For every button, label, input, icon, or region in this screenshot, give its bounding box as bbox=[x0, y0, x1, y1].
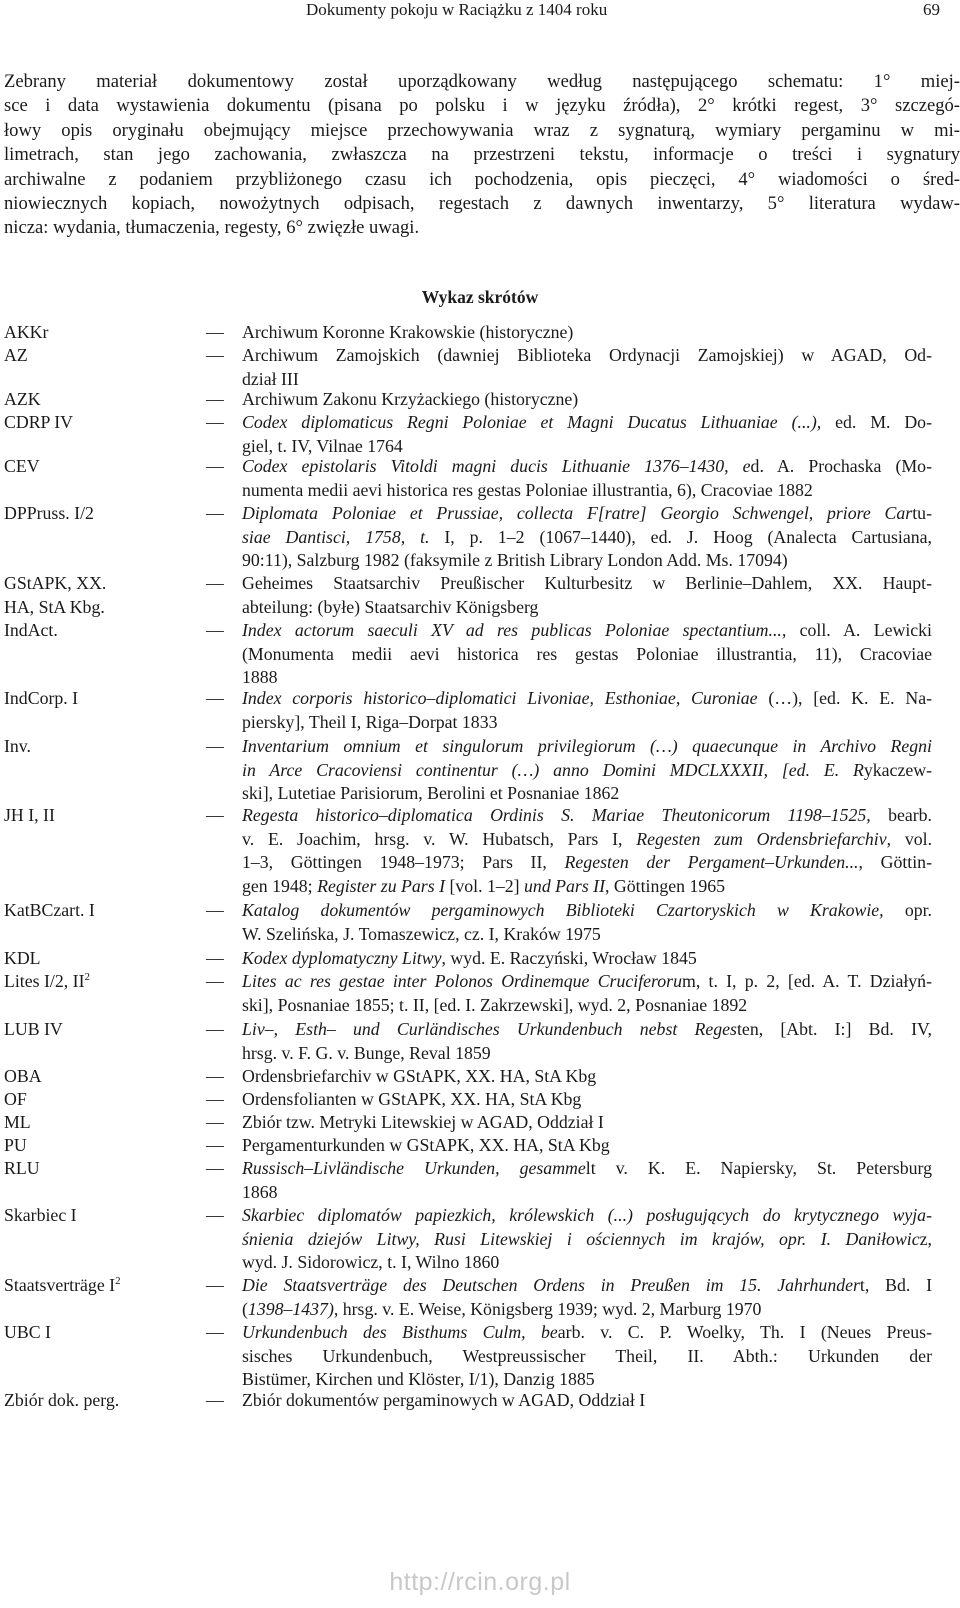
em-dash-separator: — bbox=[206, 688, 224, 708]
abbreviation-key-text: AZ bbox=[4, 345, 28, 365]
em-dash-separator: — bbox=[206, 1089, 224, 1109]
em-dash-separator: — bbox=[206, 1275, 224, 1295]
em-dash-separator: — bbox=[206, 573, 224, 593]
expansion-line: 1–3, Göttingen 1948–1973; Pars II, Regesten der Pergament–Urkunden..., Göttin- bbox=[242, 852, 932, 873]
expansion-line: 90:11), Salzburg 1982 (faksymile z British Library London Add. Ms. 17094) bbox=[242, 550, 788, 571]
intro-paragraph bbox=[4, 70, 960, 241]
expansion-line: Ordensfolianten w GStAPK, XX. HA, StA Kbg bbox=[242, 1089, 582, 1109]
expansion-line: abteilung: (byłe) Staatsarchiv Königsberg bbox=[242, 596, 539, 617]
abbreviation-key bbox=[4, 1389, 119, 1413]
em-dash-separator: — bbox=[206, 1205, 224, 1225]
em-dash-separator: — bbox=[206, 1390, 224, 1410]
section-heading: Wykaz skrótów bbox=[421, 287, 539, 307]
expansion-line: Index corporis historico–diplomatici Livoniae, Esthoniae, Curoniae (…), [ed. K. E. Na- bbox=[242, 688, 933, 708]
em-dash-separator: — bbox=[206, 412, 224, 432]
abbreviation-expansion bbox=[242, 1088, 932, 1112]
em-dash-separator: — bbox=[206, 1322, 224, 1342]
abbreviation-expansion bbox=[242, 1204, 932, 1275]
expansion-line: Codex epistolaris Vitoldi magni ducis Lithuanie 1376–1430, ed. A. Prochaska (Mo- bbox=[242, 456, 932, 476]
em-dash-separator: — bbox=[206, 503, 224, 523]
em-dash-separator: — bbox=[206, 389, 224, 409]
expansion-line: Lites ac res gestae inter Polonos Ordinemque Cruciferorum, t. I, p. 2, [ed. A. T. Działyń- bbox=[242, 971, 932, 991]
abbreviation-expansion bbox=[242, 947, 932, 971]
expansion-line: Archiwum Zakonu Krzyżackiego (historyczne) bbox=[242, 389, 579, 409]
abbreviation-key-text: Skarbiec I bbox=[4, 1205, 77, 1225]
em-dash-separator: — bbox=[206, 456, 224, 476]
abbreviation-key bbox=[4, 411, 73, 435]
abbreviation-expansion bbox=[242, 1134, 932, 1158]
expansion-line: dział III bbox=[242, 368, 299, 389]
abbreviation-key-text: OF bbox=[4, 1089, 27, 1109]
expansion-line: ski], Posnaniae 1855; t. II, [ed. I. Zakrzewski], wyd. 2, Posnaniae 1892 bbox=[242, 994, 748, 1015]
abbreviation-key-text: GStAPK, XX. bbox=[4, 573, 107, 593]
em-dash-separator: — bbox=[206, 620, 224, 640]
expansion-line: Urkundenbuch des Bisthums Culm, bearb. v. C. P. Woelky, Th. I (Neues Preus- bbox=[242, 1322, 932, 1342]
em-dash-separator: — bbox=[206, 1158, 224, 1178]
abbreviation-expansion bbox=[242, 344, 932, 391]
em-dash-separator: — bbox=[206, 948, 224, 968]
expansion-line: Russisch–Livländische Urkunden, gesammelt v. K. E. Napiersky, St. Petersburg bbox=[242, 1158, 932, 1178]
expansion-line: (1398–1437), hrsg. v. E. Weise, Königsberg 1939; wyd. 2, Marburg 1970 bbox=[242, 1298, 762, 1319]
intro-line: łowy opis oryginału obejmujący miejsce przechowywania wraz z sygnaturą, wymiary pergaminu w mi- bbox=[4, 119, 960, 141]
abbreviation-key-text: Staatsverträge I bbox=[4, 1275, 116, 1295]
abbreviation-expansion bbox=[242, 619, 932, 690]
expansion-line: wyd. J. Sidorowicz, t. I, Wilno 1860 bbox=[242, 1252, 500, 1273]
expansion-line: W. Szelińska, J. Tomaszewicz, cz. I, Kraków 1975 bbox=[242, 923, 601, 944]
abbreviation-expansion bbox=[242, 1157, 932, 1204]
abbreviation-key-text: HA, StA Kbg. bbox=[4, 596, 105, 617]
expansion-line: piersky], Theil I, Riga–Dorpat 1833 bbox=[242, 711, 498, 732]
abbreviation-expansion bbox=[242, 455, 932, 502]
abbreviation-key bbox=[4, 899, 95, 923]
expansion-line: hrsg. v. F. G. v. Bunge, Reval 1859 bbox=[242, 1042, 491, 1063]
expansion-line: Katalog dokumentów pergaminowych Biblioteki Czartoryskich w Krakowie, opr. bbox=[242, 900, 932, 920]
abbreviation-key-text: AZK bbox=[4, 389, 41, 409]
abbreviation-key-text: CEV bbox=[4, 456, 40, 476]
abbreviation-key-text: JH I, II bbox=[4, 805, 55, 825]
expansion-line: v. E. Joachim, hrsg. v. W. Hubatsch, Pars I, Regesten zum Ordensbriefarchiv, vol. bbox=[242, 828, 933, 849]
abbreviation-key bbox=[4, 687, 78, 711]
page-number: 69 bbox=[923, 0, 940, 19]
abbreviation-expansion bbox=[242, 572, 932, 619]
expansion-line: Index actorum saeculi XV ad res publicas Poloniae spectantium..., coll. A. Lewicki bbox=[242, 620, 932, 640]
abbreviation-key-text: Lites I/2, II bbox=[4, 971, 85, 991]
expansion-line: Die Staatsverträge des Deutschen Ordens in Preußen im 15. Jahrhundert, Bd. I bbox=[242, 1275, 932, 1295]
expansion-line: Liv–, Esth– und Curländisches Urkundenbuch nebst Regesten, [Abt. I:] Bd. IV, bbox=[242, 1019, 932, 1039]
expansion-line: ski], Lutetiae Parisiorum, Berolini et Posnaniae 1862 bbox=[242, 783, 620, 804]
abbreviation-key bbox=[4, 947, 41, 971]
abbreviation-key bbox=[4, 572, 106, 619]
abbreviation-expansion bbox=[242, 388, 932, 412]
expansion-line: Archiwum Zamojskich (dawniej Biblioteka Ordynacji Zamojskiej) w AGAD, Od- bbox=[242, 345, 932, 365]
expansion-line: Skarbiec diplomatów papiezkich, królewskich (...) posługujących do krytycznego wyja- bbox=[242, 1205, 932, 1225]
abbreviation-key-text: Inv. bbox=[4, 736, 31, 756]
abbreviation-key bbox=[4, 1134, 27, 1158]
abbreviation-expansion bbox=[242, 1111, 932, 1135]
edition-superscript: 2 bbox=[84, 971, 90, 983]
abbreviation-expansion bbox=[242, 687, 932, 734]
abbreviation-expansion bbox=[242, 970, 932, 1017]
abbreviation-key bbox=[4, 455, 40, 479]
abbreviation-expansion bbox=[242, 735, 932, 806]
expansion-line: (Monumenta medii aevi historica res gestas Poloniae illustrantia, 11), Cracoviae bbox=[242, 643, 932, 664]
abbreviation-key bbox=[4, 321, 48, 345]
em-dash-separator: — bbox=[206, 971, 224, 991]
expansion-line: Kodex dyplomatyczny Litwy, wyd. E. Raczyński, Wrocław 1845 bbox=[242, 948, 697, 968]
abbreviation-key bbox=[4, 970, 90, 994]
intro-line: Zebrany materiał dokumentowy został uporządkowany według następującego schematu: 1° miej- bbox=[4, 71, 960, 92]
expansion-line: sisches Urkundenbuch, Westpreussischer Theil, II. Abth.: Urkunden der bbox=[242, 1345, 932, 1366]
expansion-line: Bistümer, Kirchen und Klöster, I/1), Danzig 1885 bbox=[242, 1369, 595, 1390]
abbreviation-key-text: KatBCzart. I bbox=[4, 900, 95, 920]
expansion-line: siae Dantisci, 1758, t. I, p. 1–2 (1067–1440), ed. J. Hoog (Analecta Cartusiana, bbox=[242, 526, 932, 547]
abbreviation-key-text: CDRP IV bbox=[4, 412, 73, 432]
abbreviation-key-text: IndCorp. I bbox=[4, 688, 79, 708]
expansion-line: Archiwum Koronne Krakowskie (historyczne) bbox=[242, 322, 574, 342]
intro-line: archiwalne z podaniem przybliżonego czasu ich pochodzenia, opis pieczęci, 4° wiadomości o śred- bbox=[4, 168, 960, 190]
expansion-line: Ordensbriefarchiv w GStAPK, XX. HA, StA Kbg bbox=[242, 1066, 597, 1086]
em-dash-separator: — bbox=[206, 1019, 224, 1039]
expansion-line: Regesta historico–diplomatica Ordinis S. Mariae Theutonicorum 1198–1525, bearb. bbox=[242, 805, 932, 825]
abbreviation-key-text: RLU bbox=[4, 1158, 40, 1178]
expansion-line: Diplomata Poloniae et Prussiae, collecta F[ratre] Georgio Schwengel, priore Cartu- bbox=[242, 503, 932, 523]
page-header bbox=[0, 0, 960, 24]
intro-line: nicza: wydania, tłumaczenia, regesty, 6° zwięzłe uwagi. bbox=[4, 217, 420, 239]
abbreviation-expansion bbox=[242, 1018, 932, 1065]
em-dash-separator: — bbox=[206, 322, 224, 342]
abbreviation-key-text: OBA bbox=[4, 1066, 42, 1086]
abbreviation-key bbox=[4, 1018, 63, 1042]
abbreviation-key bbox=[4, 804, 55, 828]
abbreviation-key-text: UBC I bbox=[4, 1322, 51, 1342]
abbreviation-key bbox=[4, 502, 94, 526]
intro-line: sce i data wystawienia dokumentu (pisana po polsku i w języku źródła), 2° krótki regest, 3° szczegó- bbox=[4, 95, 960, 117]
em-dash-separator: — bbox=[206, 1135, 224, 1155]
em-dash-separator: — bbox=[206, 736, 224, 756]
abbreviation-key bbox=[4, 1088, 27, 1112]
abbreviation-key bbox=[4, 1274, 121, 1298]
abbreviation-key-text: PU bbox=[4, 1135, 27, 1155]
intro-line: limetrach, stan jego zachowania, zwłaszcza na przestrzeni tekstu, informacje o treści i sygnatury bbox=[4, 144, 960, 166]
abbreviation-key bbox=[4, 1321, 51, 1345]
abbreviation-key-text: DPPruss. I/2 bbox=[4, 503, 94, 523]
em-dash-separator: — bbox=[206, 805, 224, 825]
expansion-line: Codex diplomaticus Regni Poloniae et Magni Ducatus Lithuaniae (...), ed. M. Do- bbox=[242, 412, 932, 432]
abbreviation-expansion bbox=[242, 804, 932, 898]
abbreviation-key bbox=[4, 388, 41, 412]
expansion-line: giel, t. IV, Vilnae 1764 bbox=[242, 435, 403, 456]
abbreviation-key-text: AKKr bbox=[4, 322, 49, 342]
abbreviation-expansion bbox=[242, 1065, 932, 1089]
expansion-line: Zbiór tzw. Metryki Litewskiej w AGAD, Oddział I bbox=[242, 1112, 604, 1132]
expansion-line: in Arce Cracoviensi continentur (…) anno Domini MDCLXXXII, [ed. E. Rykaczew- bbox=[242, 759, 932, 780]
expansion-line: 1868 bbox=[242, 1181, 278, 1202]
abbreviation-key bbox=[4, 619, 58, 643]
abbreviation-key-text: IndAct. bbox=[4, 620, 58, 640]
abbreviation-key bbox=[4, 1111, 31, 1135]
expansion-line: gen 1948; Register zu Pars I [vol. 1–2] und Pars II, Göttingen 1965 bbox=[242, 875, 726, 896]
expansion-line: śnienia dziejów Litwy, Rusi Litewskiej i ościennych im krajów, opr. I. Daniłowicz, bbox=[242, 1228, 932, 1249]
abbreviation-key bbox=[4, 1157, 40, 1181]
em-dash-separator: — bbox=[206, 900, 224, 920]
em-dash-separator: — bbox=[206, 1066, 224, 1086]
abbreviation-key-text: Zbiór dok. perg. bbox=[4, 1390, 120, 1410]
watermark-url: http://rcin.org.pl bbox=[389, 1568, 571, 1596]
expansion-line: Zbiór dokumentów pergaminowych w AGAD, Oddział I bbox=[242, 1390, 646, 1410]
expansion-line: Geheimes Staatsarchiv Preußischer Kulturbesitz w Berlinie–Dahlem, XX. Haupt- bbox=[242, 573, 932, 593]
abbreviation-expansion bbox=[242, 1321, 932, 1392]
em-dash-separator: — bbox=[206, 345, 224, 365]
abbreviation-key bbox=[4, 735, 31, 759]
abbreviation-key bbox=[4, 344, 28, 368]
running-title: Dokumenty pokoju w Raciążku z 1404 roku bbox=[306, 0, 608, 19]
abbreviation-key-text: ML bbox=[4, 1112, 31, 1132]
abbreviation-key bbox=[4, 1204, 77, 1228]
abbreviation-expansion bbox=[242, 1274, 932, 1321]
abbreviation-key-text: LUB IV bbox=[4, 1019, 63, 1039]
expansion-line: 1888 bbox=[242, 667, 278, 688]
intro-line: niowiecznych kopiach, nowożytnych odpisach, regestach z dawnych inwentarzy, 5° literatura wydaw- bbox=[4, 193, 960, 215]
em-dash-separator: — bbox=[206, 1112, 224, 1132]
abbreviation-expansion bbox=[242, 899, 932, 946]
expansion-line: numenta medii aevi historica res gestas Poloniae illustrantia, 6), Cracoviae 1882 bbox=[242, 479, 813, 500]
abbreviation-key-text: KDL bbox=[4, 948, 41, 968]
abbreviation-expansion bbox=[242, 321, 932, 345]
expansion-line: Inventarium omnium et singulorum privilegiorum (…) quaecunque in Archivo Regni bbox=[242, 736, 932, 756]
abbreviation-expansion bbox=[242, 411, 932, 458]
abbreviation-expansion bbox=[242, 502, 932, 573]
abbreviation-expansion bbox=[242, 1389, 932, 1413]
expansion-line: Pergamenturkunden w GStAPK, XX. HA, StA Kbg bbox=[242, 1135, 610, 1155]
edition-superscript: 2 bbox=[115, 1275, 121, 1287]
abbreviation-key bbox=[4, 1065, 42, 1089]
